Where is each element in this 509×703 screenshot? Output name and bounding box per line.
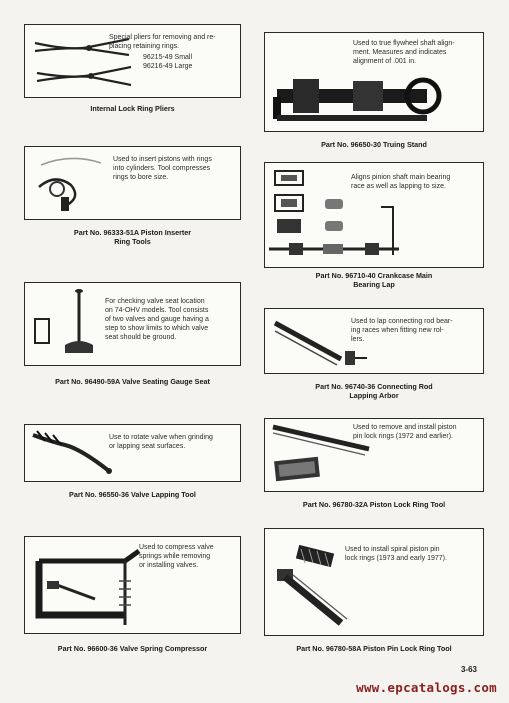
tool-panel-lapping-arbor [264,308,484,374]
tool-caption-pliers: Internal Lock Ring Pliers [90,104,175,113]
tool-panel-c-clamp [24,536,241,634]
tool-variants: 96215-49 Small 96216-49 Large [143,54,193,70]
tool-panel-pin-lock-tool [264,528,484,636]
tool-caption-lapping-arbor: Part No. 96740-36 Connecting Rod Lapping Arbor [315,382,433,400]
tool-description: Used to true flywheel shaft align- ment. Measures and indicates alignment of .001 in. [353,40,455,65]
tool-caption-ring-tools: Part No. 96333-51A Piston Inserter Ring Tools [73,228,192,246]
page-number: 3-63 [460,665,477,674]
tool-panel-lock-ring-tool [264,418,484,492]
tool-caption-pin-lock-tool: Part No. 96780-58A Piston Pin Lock Ring Tool [296,644,452,653]
tool-caption-valve-gauge: Part No. 96490-59A Valve Seating Gauge Seat [55,377,210,386]
tool-panel-truing-stand [264,32,484,132]
tool-panel-valve-gauge [24,282,241,366]
tool-panel-valve-lapping [24,424,241,482]
tool-caption-lock-ring-tool: Part No. 96780-32A Piston Lock Ring Tool [302,500,446,509]
tool-description: Used to remove and install piston pin lock rings (1972 and earlier). [353,424,457,440]
tool-panel-bearing-lap [264,162,484,268]
tool-caption-c-clamp: Part No. 96600-36 Valve Spring Compressor [57,644,208,653]
truing-stand-icon [273,67,443,127]
tool-panel-pliers [24,24,241,98]
tool-description: For checking valve seat location on 74-OHV models. Tool consists of two valves and gauge having a step to show limits to which valve seat should be ground. [105,298,209,341]
tool-caption-valve-lapping: Part No. 96550-36 Valve Lapping Tool [69,490,196,499]
valve-gauge-icon [31,287,111,361]
tool-description: Aligns pinion shaft main bearing race as well as lapping to size. [351,174,451,190]
tool-description: Use to rotate valve when grinding or lapping seat surfaces. [109,434,213,450]
tool-caption-truing-stand: Part No. 96650-30 Truing Stand [321,140,427,149]
tool-description: Used to install spiral piston pin lock rings (1973 and early 1977). [345,546,447,562]
tool-description: Used to compress valve springs while removing or installing valves. [139,544,214,569]
tool-panel-ring-tools [24,146,241,220]
watermark-link[interactable]: www.epcatalogs.com [356,680,497,695]
tool-caption-bearing-lap: Part No. 96710-40 Crankcase Main Bearing Lap [315,271,433,289]
tool-description: Used to lap connecting rod bear- ing races when fitting new rol- lers. [351,318,453,343]
tool-description: Used to insert pistons with rings into cylinders. Tool compresses rings to bore size. [113,156,212,181]
tool-description: Special pliers for removing and re- placing retaining rings. [109,34,216,50]
ring-tool-icon [31,153,111,213]
valve-lapping-icon [29,427,119,477]
